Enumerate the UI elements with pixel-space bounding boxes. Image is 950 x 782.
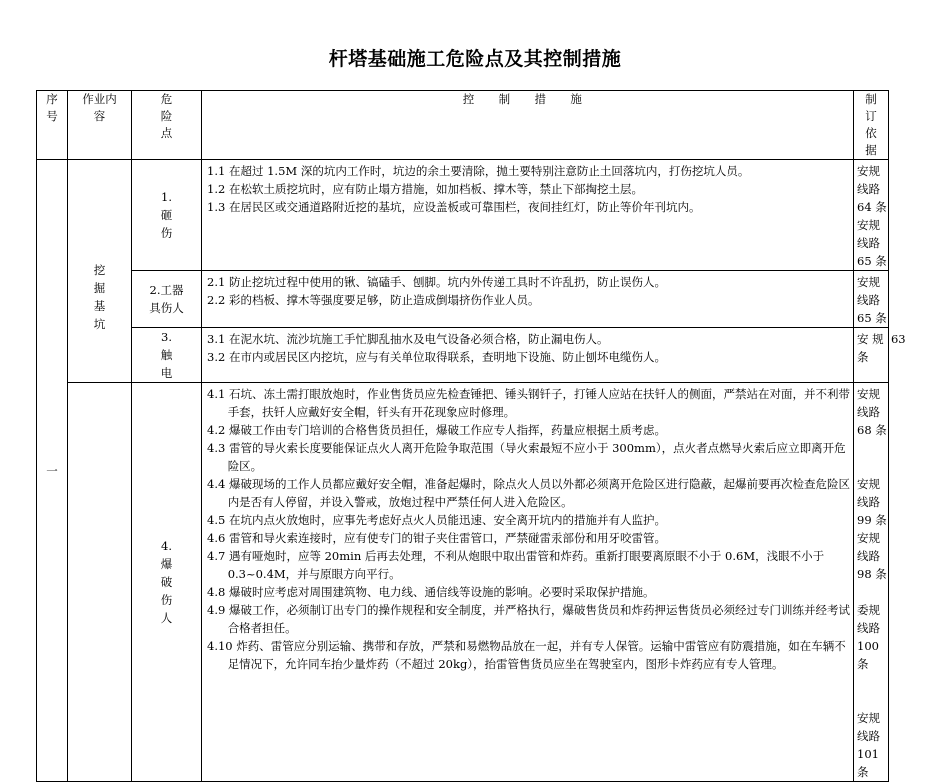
basis-line: 安规线路 xyxy=(857,275,880,307)
header-basis-line: 依 xyxy=(865,126,877,140)
hazard-name-line: 破 xyxy=(160,575,173,589)
header-task-line: 容 xyxy=(93,109,106,123)
header-task-line: 作业内 xyxy=(82,92,117,106)
hazard-name-line: 爆 xyxy=(160,557,173,571)
seq-cell: 一 xyxy=(37,160,68,782)
hazard-name-line: 1. xyxy=(161,190,172,204)
hazard-name-line: 触 xyxy=(160,348,173,362)
hazard-name-line: 伤 xyxy=(160,226,173,240)
hazard-name-line: 具伤人 xyxy=(149,301,184,315)
table-row xyxy=(37,160,889,271)
task-cell xyxy=(68,160,132,383)
header-task xyxy=(68,91,132,160)
measure-item: 3.2 在市内或居民区内挖坑，应与有关单位取得联系，查明地下设施、防止刨坏电缆伤人。 xyxy=(207,350,666,364)
header-basis-line: 订 xyxy=(865,109,877,123)
measures-cell xyxy=(202,383,854,782)
basis-cell xyxy=(854,271,889,328)
hazard-name-line: 4. xyxy=(161,539,172,553)
document-title: 杆塔基础施工危险点及其控制措施 xyxy=(328,48,622,70)
header-seq-line: 号 xyxy=(46,109,58,123)
table-header-row xyxy=(37,91,889,160)
measure-item: 4.7 遇有哑炮时，应等 20min 后再去处理，不利从炮眼中取出雷管和炸药。重新打眼要离原眼不小于 0.6M，浅眼不小于 0.3~0.4M，并与原眼方向平行。 xyxy=(207,549,825,581)
header-hazard-line: 危 xyxy=(160,92,173,106)
task-char: 基 xyxy=(93,299,106,313)
hazard-cell xyxy=(132,383,202,782)
header-basis-line: 据 xyxy=(865,143,877,157)
basis-line: 64 条 xyxy=(857,200,887,214)
measure-item: 2.1 防止挖坑过程中使用的锹、镐磕手、刨脚。坑内外传递工具时不许乱扔，防止误伤人。 xyxy=(207,275,666,289)
measures-cell xyxy=(202,160,854,271)
header-seq-line: 序 xyxy=(46,92,58,106)
basis-line: 98 条 xyxy=(857,567,887,581)
header-basis xyxy=(854,91,889,160)
measures-cell xyxy=(202,328,854,383)
table-row xyxy=(37,271,889,328)
task-cell-empty xyxy=(68,383,132,782)
hazard-cell xyxy=(132,160,202,271)
measure-item: 4.1 石坑、冻土需打眼放炮时，作业售货员应先检查锤把、锤头钢钎子，打锤人应站在扶钎人的侧面，严禁站在对面，并不利带手套，扶钎人应戴好安全帽，钎头有开花现象应时修理。 xyxy=(207,387,850,419)
hazard-name-line: 砸 xyxy=(160,208,173,222)
basis-line: 安规线路 xyxy=(857,387,880,419)
basis-line: 99 条 xyxy=(857,513,887,527)
hazard-cell xyxy=(132,271,202,328)
task-char: 坑 xyxy=(93,317,106,331)
basis-line: 委规线路 xyxy=(857,603,880,635)
hazard-name-line: 电 xyxy=(160,366,173,380)
header-seq xyxy=(37,91,68,160)
table-row xyxy=(37,383,889,782)
table-row xyxy=(37,328,889,383)
basis-cell xyxy=(854,328,906,383)
task-char: 挖 xyxy=(93,263,106,277)
basis-line: 65 条 xyxy=(857,311,887,325)
measure-item: 1.1 在超过 1.5M 深的坑内工作时，坑边的余土要清除，抛土要特别注意防止土回落坑内，打伤挖坑人员。 xyxy=(207,164,750,178)
spacer xyxy=(857,583,888,601)
measure-item: 4.9 爆破工作，必须制订出专门的操作规程和安全制度，并严格执行，爆破售货员和炸药押运售货员必须经过专门训练并经考试合格者担任。 xyxy=(207,603,850,635)
measure-item: 4.3 雷管的导火索长度要能保证点火人离开危险争取范围（导火索最短不应小于 300mm），点火者点燃导火索后应立即离开危险区。 xyxy=(207,441,846,473)
measure-item: 4.6 雷管和导火索连接时，应有使专门的钳子夹住雷管口，严禁碰雷汞部份和用牙咬雷管。 xyxy=(207,531,666,545)
hazard-name-line: 3. xyxy=(161,330,172,344)
measure-item: 2.2 彩的档板、撑木等强度要足够，防止造成倒塌挤伤作业人员。 xyxy=(207,293,540,307)
header-hazard-line: 点 xyxy=(160,126,173,140)
basis-line: 65 条 xyxy=(857,254,887,268)
measure-item: 4.8 爆破时应考虑对周围建筑物、电力线、通信线等设施的影响。必要时采取保护措施。 xyxy=(207,585,655,599)
basis-cell xyxy=(854,160,889,271)
measure-item: 4.2 爆破工作由专门培训的合格售货员担任，爆破工作应专人指挥，药量应根据土质考虑。 xyxy=(207,423,666,437)
basis-line: 条 xyxy=(857,350,869,364)
basis-line: 安规线路 xyxy=(857,218,880,250)
hazard-name-line: 2.工器 xyxy=(149,283,184,297)
basis-line: 101 条 xyxy=(857,747,879,779)
basis-line: 安规线路 xyxy=(857,711,880,743)
header-hazard-line: 险 xyxy=(160,109,173,123)
hazard-name-line: 人 xyxy=(160,611,173,625)
measure-item: 3.1 在泥水坑、流沙坑施工手忙脚乱抽水及电气设备必须合格，防止漏电伤人。 xyxy=(207,332,609,346)
spacer xyxy=(857,439,888,475)
measure-item: 1.2 在松软土质挖坑时，应有防止塌方措施，如加档板、撑木等，禁止下部掏挖土层。 xyxy=(207,182,643,196)
header-basis-line: 制 xyxy=(865,92,877,106)
header-hazard xyxy=(132,91,202,160)
basis-line: 100 条 xyxy=(857,639,879,671)
measure-item: 1.3 在居民区或交通道路附近挖的基坑，应设盖板或可靠围栏，夜间挂红灯，防止等价年刊坑内。 xyxy=(207,200,701,214)
measure-item: 4.4 爆破现场的工作人员都应戴好安全帽，准备起爆时，除点火人员以外都必须离开危险区进行隐蔽，起爆前要再次检查危险区内是否有人停留，并设入警戒，放炮过程中严禁任何人进入危险区。 xyxy=(207,477,850,509)
hazard-cell xyxy=(132,328,202,383)
hazard-name-line: 伤 xyxy=(160,593,173,607)
basis-cell xyxy=(854,383,889,782)
spacer xyxy=(857,673,888,709)
header-measures: 控 制 措 施 xyxy=(202,91,854,160)
basis-line: 安规线路 xyxy=(857,164,880,196)
measure-item: 4.5 在坑内点火放炮时，应事先考虑好点火人员能迅速、安全离开坑内的措施并有人监护。 xyxy=(207,513,666,527)
measure-item: 4.10 炸药、雷管应分别运输、携带和存放，严禁和易燃物品放在一起，并有专人保管。运输中雷管应有防震措施，如在车辆不足情况下，允许同车抬少量炸药（不超过 20kg），抬雷管售货员应坐在驾驶室内，图形卡炸药应有专人管理。 xyxy=(207,639,846,671)
hazard-control-table xyxy=(36,90,906,782)
basis-line: 安规线路 xyxy=(857,531,880,563)
basis-line: 安规线路 xyxy=(857,477,880,509)
basis-line: 68 条 xyxy=(857,423,887,437)
measures-cell xyxy=(202,271,854,328)
task-char: 掘 xyxy=(93,281,106,295)
basis-line: 安 规 63 xyxy=(857,332,906,346)
